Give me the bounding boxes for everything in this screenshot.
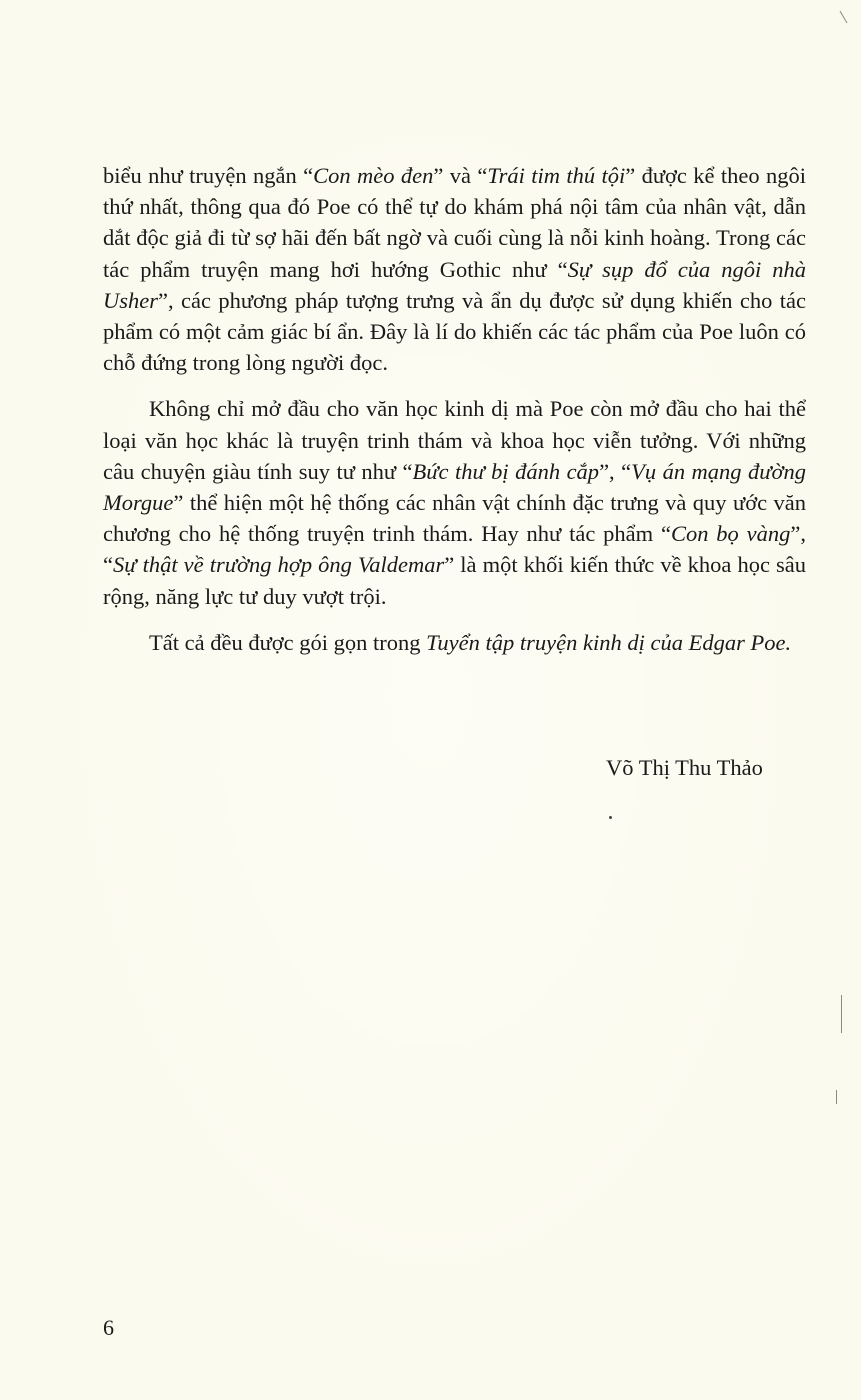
print-speck	[609, 816, 612, 819]
page-body	[103, 160, 806, 658]
body-text: ”, “	[599, 458, 632, 484]
scan-mark	[836, 1090, 837, 1104]
italic-title-text: Tuyển tập truyện kinh dị của Edgar Poe.	[426, 629, 792, 655]
paragraph-2	[103, 393, 806, 611]
body-text: Không chỉ mở đầu cho văn học kinh dị mà Poe còn mở đầu cho hai thể loại văn học khác là truyện trinh thám và khoa học viễn tưởng. Với những câu chuyện giàu tính suy tư như “	[103, 396, 806, 484]
page-number: 6	[103, 1315, 114, 1340]
scan-mark	[840, 11, 848, 24]
italic-title-text: Sự sụp đổ của ngôi nhà Usher	[103, 256, 807, 313]
body-text: ” thể hiện một hệ thống các nhân vật chính đặc trưng và quy ước văn chương cho hệ thống truyện trinh thám. Hay như tác phẩm “	[103, 490, 806, 547]
italic-title-text: Bức thư bị đánh cắp	[412, 458, 600, 484]
italic-title-text: Con mèo đen	[313, 163, 434, 188]
paragraph-3	[103, 627, 806, 658]
italic-title-text: Trái tim thú tội	[487, 163, 626, 188]
body-text: ” là một khối kiến thức về khoa học sâu rộng, năng lực tư duy vượt trội.	[103, 552, 806, 609]
body-text: ”, các phương pháp tượng trưng và ẩn dụ được sử dụng khiến cho tác phẩm có một cảm giác bí ẩn. Đây là lí do khiến các tác phẩm của Poe luôn có chỗ đứng trong lòng người đọc.	[103, 287, 806, 376]
scan-mark	[841, 995, 842, 1033]
body-text: Tất cả đều được gói gọn trong	[149, 629, 427, 655]
body-text: biểu như truyện ngắn “	[103, 163, 314, 188]
author-signature: Võ Thị Thu Thảo	[606, 755, 763, 780]
body-text: ”, “	[103, 521, 806, 578]
body-text: ” và “	[433, 163, 488, 188]
body-text: ” được kể theo ngôi thứ nhất, thông qua đó Poe có thể tự do khám phá nội tâm của nhân vật, dẫn dắt độc giả đi từ sợ hãi đến bất ngờ và cuối cùng là nỗi kinh hoàng. Trong các tác phẩm truyện mang hơi hướng Gothic như “	[103, 163, 806, 282]
italic-title-text: Sự thật về trường hợp ông Valdemar	[113, 552, 445, 578]
italic-title-text: Con bọ vàng	[670, 521, 791, 547]
italic-title-text: Vụ án mạng đường Morgue	[103, 458, 807, 516]
paragraph-1	[103, 160, 806, 378]
